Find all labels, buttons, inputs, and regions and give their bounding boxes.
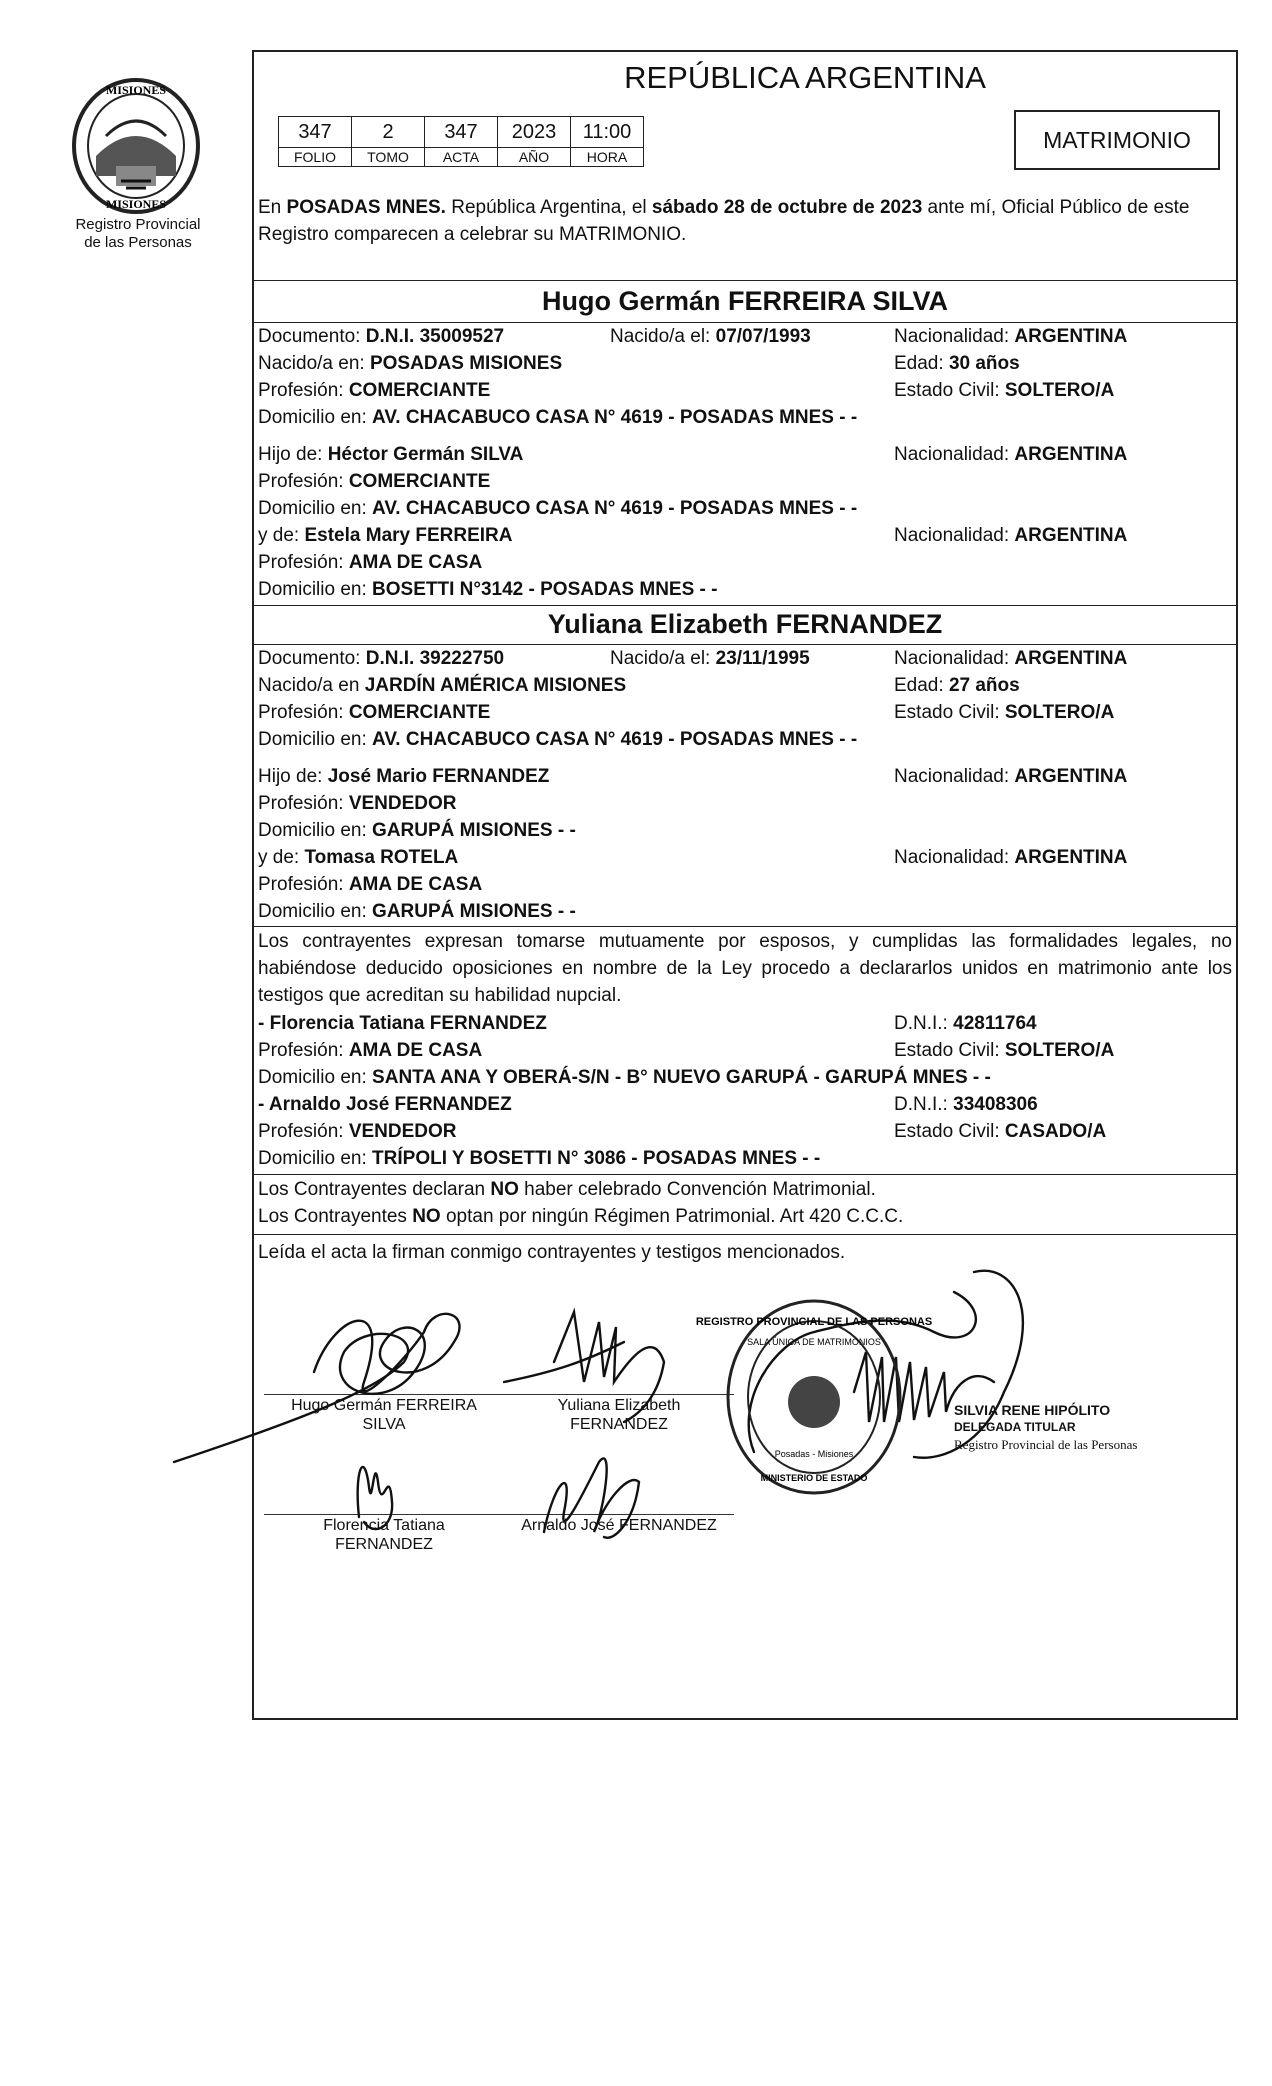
seal-place-text: Posadas - Misiones	[774, 1449, 854, 1459]
witness1-profession: Profesión: AMA DE CASA	[258, 1040, 483, 1061]
bride-name: Yuliana Elizabeth FERNANDEZ	[547, 609, 943, 639]
groom-father-address: Domicilio en: AV. CHACABUCO CASA N° 4619 - POSADAS MNES - -	[258, 498, 858, 519]
witness2-signature-caption: Arnaldo José FERNANDEZ	[521, 1517, 717, 1534]
bride-birthplace: Nacido/a en JARDÍN AMÉRICA MISIONES	[258, 675, 627, 696]
bride-signature-caption: Yuliana Elizabeth FERNANDEZ	[557, 1397, 681, 1433]
convention-line: Los Contrayentes declaran NO haber celebrado Convención Matrimonial.	[258, 1179, 876, 1200]
record-table: 347 2 347 2023 11:00 FOLIO TOMO ACTA AÑO HORA	[278, 116, 644, 167]
witness2-dni: D.N.I.: 33408306	[894, 1094, 1038, 1115]
groom-document: Documento: D.N.I. 35009527	[258, 326, 505, 347]
bride-father: Hijo de: José Mario FERNANDEZ	[258, 766, 550, 787]
groom-signature-caption: Hugo Germán FERREIRA SILVA	[291, 1397, 477, 1433]
witness2-address: Domicilio en: TRÍPOLI Y BOSETTI N° 3086 - POSADAS MNES - -	[258, 1148, 821, 1169]
bride-nationality: Nacionalidad: ARGENTINA	[894, 648, 1128, 669]
witness1-dni: D.N.I.: 42811764	[894, 1013, 1037, 1034]
bride-mother-address: Domicilio en: GARUPÁ MISIONES - -	[258, 901, 576, 922]
logo-top-text: MISIONES	[105, 83, 167, 97]
witness1-address: Domicilio en: SANTA ANA Y OBERÁ-S/N - B° NUEVO GARUPÁ - GARUPÁ MNES - -	[258, 1067, 991, 1088]
bride-age: Edad: 27 años	[894, 675, 1020, 696]
logo-bottom-text: MISIONES	[105, 197, 167, 211]
groom-age: Edad: 30 años	[894, 353, 1020, 374]
groom-father-profession: Profesión: COMERCIANTE	[258, 471, 491, 492]
witness1-signature-caption: Florencia Tatiana FERNANDEZ	[323, 1517, 445, 1553]
seal-text: REGISTRO PROVINCIAL DE LAS PERSONAS	[695, 1316, 933, 1328]
groom-civil-status: Estado Civil: SOLTERO/A	[894, 380, 1115, 401]
provincial-registry-logo	[66, 76, 206, 216]
bride-father-profession: Profesión: VENDEDOR	[258, 793, 457, 814]
bride-mother-nationality: Nacionalidad: ARGENTINA	[894, 847, 1128, 868]
groom-birthplace: Nacido/a en: POSADAS MISIONES	[258, 353, 563, 374]
official-seal	[695, 1297, 933, 1497]
acta-value: 347	[425, 117, 498, 148]
tomo-value: 2	[352, 117, 425, 148]
bride-father-nationality: Nacionalidad: ARGENTINA	[894, 766, 1128, 787]
witness1-civil-status: Estado Civil: SOLTERO/A	[894, 1040, 1115, 1061]
document-type-box: MATRIMONIO	[1014, 110, 1220, 170]
year-value: 2023	[498, 117, 571, 148]
bride-profession: Profesión: COMERCIANTE	[258, 702, 491, 723]
bride-address: Domicilio en: AV. CHACABUCO CASA N° 4619 - POSADAS MNES - -	[258, 729, 858, 750]
groom-birthdate: Nacido/a el: 07/07/1993	[610, 326, 811, 347]
declaration-paragraph: Los contrayentes expresan tomarse mutuamente por esposos, y cumplidas las formalidades legales, no habiéndose deducido oposiciones en nombre de la Ley procedo a declararlos unidos en matrimonio ante los testigos que acreditan su habilidad nupcial.	[258, 931, 1232, 1006]
bride-father-address: Domicilio en: GARUPÁ MISIONES - -	[258, 820, 576, 841]
groom-mother-profession: Profesión: AMA DE CASA	[258, 552, 483, 573]
regime-line: Los Contrayentes NO optan por ningún Régimen Patrimonial. Art 420 C.C.C.	[258, 1206, 904, 1227]
registry-caption: Registro Provincial de las Personas	[75, 216, 201, 251]
groom-mother-nationality: Nacionalidad: ARGENTINA	[894, 525, 1128, 546]
groom-mother: y de: Estela Mary FERREIRA	[258, 525, 513, 546]
intro-paragraph: En POSADAS MNES. República Argentina, el sábado 28 de octubre de 2023 ante mí, Oficial Público de este Registro comparecen a celebrar su MATRIMONIO.	[258, 197, 1190, 245]
certificate-frame	[252, 50, 1238, 1720]
official-stamp: SILVIA RENE HIPÓLITO DELEGADA TITULAR Registro Provincial de las Personas	[954, 1402, 1138, 1452]
groom-father: Hijo de: Héctor Germán SILVA	[258, 444, 524, 465]
groom-mother-address: Domicilio en: BOSETTI N°3142 - POSADAS MNES - -	[258, 579, 718, 600]
groom-address: Domicilio en: AV. CHACABUCO CASA N° 4619 - POSADAS MNES - -	[258, 407, 858, 428]
groom-name: Hugo Germán FERREIRA SILVA	[541, 286, 949, 316]
witness2-profession: Profesión: VENDEDOR	[258, 1121, 457, 1142]
groom-father-nationality: Nacionalidad: ARGENTINA	[894, 444, 1128, 465]
groom-profession: Profesión: COMERCIANTE	[258, 380, 491, 401]
witness1-name: - Florencia Tatiana FERNANDEZ	[258, 1013, 547, 1034]
bride-civil-status: Estado Civil: SOLTERO/A	[894, 702, 1115, 723]
witness2-civil-status: Estado Civil: CASADO/A	[894, 1121, 1107, 1142]
folio-value: 347	[279, 117, 352, 148]
seal-bottom-text: MINISTERIO DE ESTADO	[760, 1473, 868, 1483]
bride-document: Documento: D.N.I. 39222750	[258, 648, 505, 669]
bride-mother: y de: Tomasa ROTELA	[258, 847, 459, 868]
witness2-name: - Arnaldo José FERNANDEZ	[258, 1094, 512, 1115]
bride-mother-profession: Profesión: AMA DE CASA	[258, 874, 483, 895]
hour-value: 11:00	[571, 117, 644, 148]
seal-inner-text: SALA ÚNICA DE MATRIMONIOS	[747, 1337, 881, 1347]
bride-birthdate: Nacido/a el: 23/11/1995	[610, 648, 810, 669]
page-title: REPÚBLICA ARGENTINA	[624, 60, 986, 95]
groom-nationality: Nacionalidad: ARGENTINA	[894, 326, 1128, 347]
closing-text: Leída el acta la firman conmigo contrayentes y testigos mencionados.	[258, 1242, 846, 1263]
